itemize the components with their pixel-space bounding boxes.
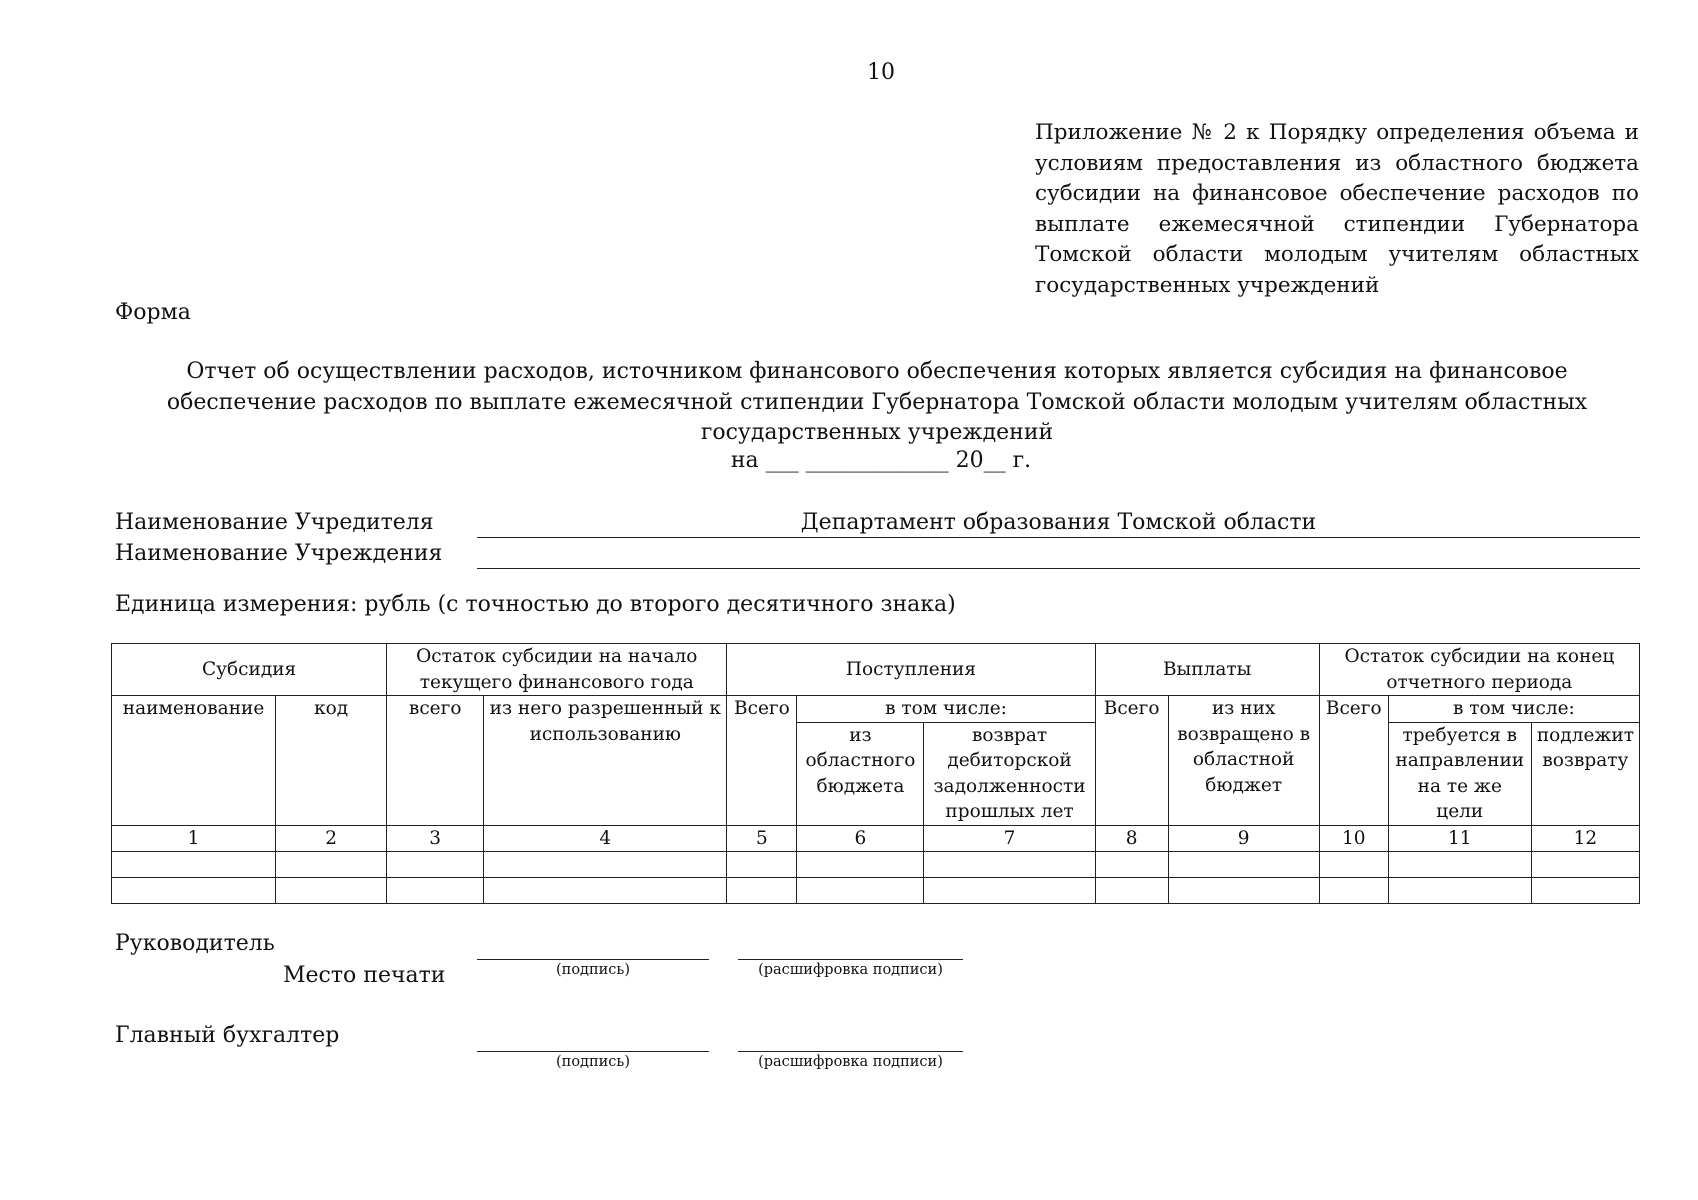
header-code: код [276, 696, 387, 826]
header-returned: из них возвращено в областной бюджет [1168, 696, 1319, 826]
column-number: 11 [1388, 825, 1531, 852]
header-allowed: из него разрешенный к использованию [484, 696, 727, 826]
header-required-same: требуется в направлении на те же цели [1388, 722, 1531, 825]
column-number: 4 [484, 825, 727, 852]
table-cell[interactable] [387, 878, 484, 904]
appendix-note: Приложение № 2 к Порядку определения объема и условиям предоставления из областного бюджета субсидии на финансовое обеспечение расходов по выплате ежемесячной стипендии Губернатора Томской области молодым учителям областных государственных учреждений [1035, 120, 1639, 298]
unit-of-measure: Единица измерения: рубль (с точностью до второго десятичного знака) [115, 592, 956, 617]
table-cell[interactable] [276, 852, 387, 878]
header-end-incl: в том числе: [1388, 696, 1639, 723]
table-cell[interactable] [797, 878, 924, 904]
table-cell[interactable] [1388, 878, 1531, 904]
table-cell[interactable] [1531, 878, 1639, 904]
table-cell[interactable] [924, 878, 1095, 904]
table-cell[interactable] [727, 878, 797, 904]
column-number: 5 [727, 825, 797, 852]
header-subsidy: Субсидия [112, 644, 387, 696]
table-header-row-groups [112, 644, 1640, 696]
column-number: 2 [276, 825, 387, 852]
header-receipts: Поступления [727, 644, 1095, 696]
table-header-row-sub [112, 696, 1640, 723]
founder-label: Наименование Учредителя [115, 510, 434, 535]
header-start-balance: Остаток субсидии на начало текущего финансового года [387, 644, 727, 696]
column-number: 10 [1319, 825, 1388, 852]
header-from-budget: из областного бюджета [797, 722, 924, 825]
institution-label: Наименование Учреждения [115, 541, 443, 566]
table-row [112, 878, 1640, 904]
header-name: наименование [112, 696, 276, 826]
table-cell[interactable] [1168, 852, 1319, 878]
institution-field[interactable] [477, 540, 1640, 569]
column-number: 6 [797, 825, 924, 852]
header-receipts-total: Всего [727, 696, 797, 826]
table-cell[interactable] [112, 852, 276, 878]
header-end-balance: Остаток субсидии на конец отчетного периода [1319, 644, 1639, 696]
column-number: 7 [924, 825, 1095, 852]
form-label: Форма [115, 300, 191, 325]
table-row [112, 852, 1640, 878]
founder-field[interactable]: Департамент образования Томской области [477, 509, 1640, 538]
header-payments-total: Всего [1095, 696, 1168, 826]
table-cell[interactable] [1095, 878, 1168, 904]
accountant-decode-caption: (расшифровка подписи) [758, 1054, 943, 1070]
accountant-signature-caption: (подпись) [556, 1054, 630, 1070]
header-end-total: Всего [1319, 696, 1388, 826]
header-receipts-incl: в том числе: [797, 696, 1095, 723]
chief-accountant-label: Главный бухгалтер [115, 1023, 340, 1048]
table-cell[interactable] [1388, 852, 1531, 878]
head-signature-line[interactable] [477, 958, 709, 960]
table-cell[interactable] [484, 852, 727, 878]
column-number: 12 [1531, 825, 1639, 852]
accountant-signature-line[interactable] [477, 1050, 709, 1052]
header-to-return: подлежит возврату [1531, 722, 1639, 825]
table-cell[interactable] [1319, 852, 1388, 878]
page-number: 10 [867, 60, 895, 85]
table-cell[interactable] [727, 852, 797, 878]
column-number: 8 [1095, 825, 1168, 852]
stamp-label: Место печати [283, 963, 446, 988]
report-table [111, 643, 1640, 904]
header-start-total: всего [387, 696, 484, 826]
report-title: Отчет об осуществлении расходов, источником финансового обеспечения которых является субсидия на финансовое обеспечение расходов по выплате ежемесячной стипендии Губернатора Томской области молодым учителям областных государственных учреждений [166, 359, 1588, 445]
accountant-decode-line[interactable] [738, 1050, 963, 1052]
table-cell[interactable] [1319, 878, 1388, 904]
table-cell[interactable] [1168, 878, 1319, 904]
column-number: 9 [1168, 825, 1319, 852]
table-cell[interactable] [924, 852, 1095, 878]
header-debt-return: возврат дебиторской задолженности прошлых лет [924, 722, 1095, 825]
head-decode-caption: (расшифровка подписи) [758, 962, 943, 978]
report-date-line: на ___ _____________ 20__ г. [730, 448, 1032, 473]
table-cell[interactable] [387, 852, 484, 878]
table-cell[interactable] [1095, 852, 1168, 878]
header-payments: Выплаты [1095, 644, 1319, 696]
column-number: 3 [387, 825, 484, 852]
table-cell[interactable] [112, 878, 276, 904]
table-cell[interactable] [276, 878, 387, 904]
head-decode-line[interactable] [738, 958, 963, 960]
table-cell[interactable] [797, 852, 924, 878]
table-cell[interactable] [1531, 852, 1639, 878]
column-numbers-row [112, 825, 1640, 852]
table-cell[interactable] [484, 878, 727, 904]
column-number: 1 [112, 825, 276, 852]
head-signature-caption: (подпись) [556, 962, 630, 978]
head-label: Руководитель [115, 931, 275, 956]
